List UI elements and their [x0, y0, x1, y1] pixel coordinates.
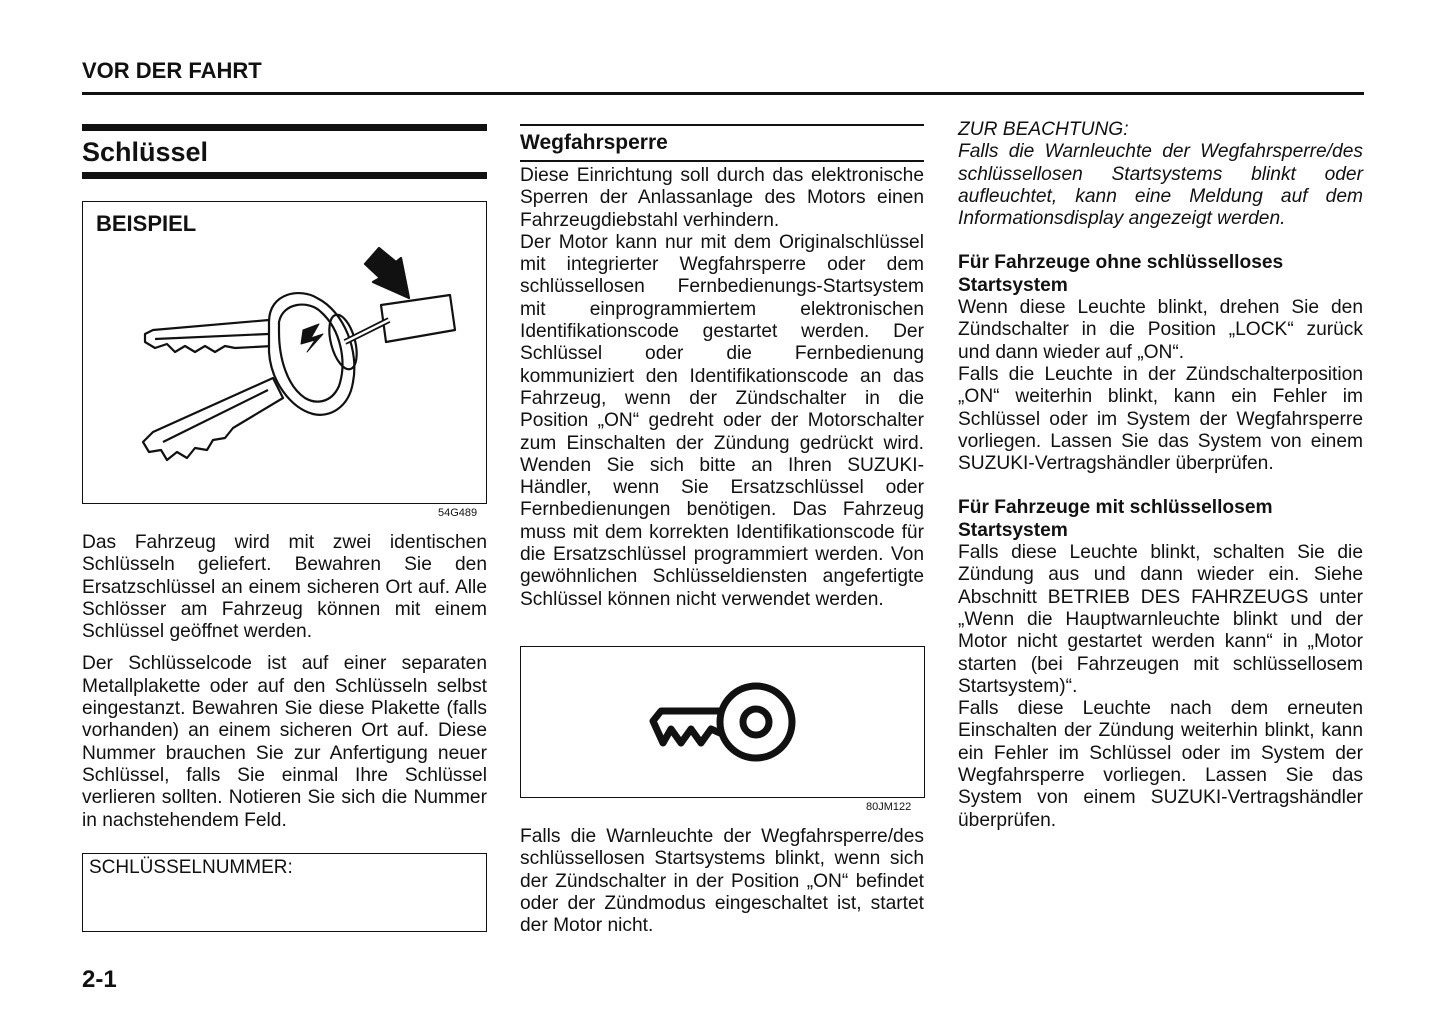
column-1-text: [82, 532, 487, 832]
header-rule: [82, 92, 1364, 95]
heading-rule-bottom: [520, 160, 924, 162]
arrow-icon: [365, 248, 409, 298]
title-bar-top: [82, 124, 487, 131]
keys-illustration: [83, 202, 486, 503]
page-title: Schlüssel: [82, 137, 209, 167]
immobilizer-heading: Wegfahrsperre: [520, 131, 668, 154]
lower-key-blade: [143, 378, 283, 460]
column-2-text-bottom: [520, 826, 924, 937]
key-tag: [381, 295, 455, 342]
col3-h2-paragraph-1: Falls diese Leuchte blinkt, schalten Sie die Zündung aus und dann wieder ein. Siehe Abschnitt BETRIEB DES FAHRZEUGS unter „Wenn die Hauptwarnleuchte blinkt und der Motor nicht gestartet werden kann“ in „Motor starten (bei Fahrzeugen mit schlüssellosem Startsystem)“.: [958, 542, 1363, 697]
subheading-with-keyless: Für Fahrzeuge mit schlüssellosem Startsystem: [958, 497, 1273, 541]
key-number-field[interactable]: [82, 853, 487, 932]
figure-code-1: 54G489: [438, 507, 478, 519]
col2-paragraph-3: Falls die Warnleuchte der Wegfahrsperre/des schlüssellosen Startsystems blinkt, wenn sich der Zündschalter in der Position „ON“ befindet oder der Zündmodus eingeschaltet ist, startet der Motor nicht.: [520, 826, 924, 937]
figure-label: BEISPIEL: [96, 211, 197, 236]
note-title: ZUR BEACHTUNG:: [958, 119, 1129, 140]
col2-paragraph-2: Der Motor kann nur mit dem Originalschlüssel mit integrierter Wegfahrsperre oder dem schlüssellosen Fernbedienungs-Startsystem mit einprogrammiertem elektronischen Identifikationscode gestartet werden. Der Schlüssel oder die Fernbedienung kommuniziert den Identifikationscode an das Fahrzeug, wenn der Zündschalter in die Position „ON“ gedreht oder der Motorschalter zum Einschalten der Zündung gedrückt wird. Wenden Sie sich bitte an Ihren SUZUKI-Händler, wenn Sie Ersatzschlüssel oder Fernbedienungen benötigen. Das Fahrzeug muss mit dem korrekten Identifikationscode für die Ersatzschlüssel programmiert werden. Von gewöhnlichen Schlüsseldiensten angefertigte Schlüssel können nicht verwendet werden.: [520, 231, 924, 610]
col2-paragraph-1: Diese Einrichtung soll durch das elektronische Sperren der Anlassanlage des Motors einen Fahrzeugdiebstahl verhindern.: [520, 165, 924, 231]
figure-code-2: 80JM122: [866, 801, 912, 813]
subheading-without-keyless: Für Fahrzeuge ohne schlüsselloses Startsystem: [958, 252, 1284, 296]
key-number-label: SCHLÜSSELNUMMER:: [89, 857, 293, 878]
page-number: 2-1: [82, 966, 117, 993]
col3-h1-paragraph-2: Falls die Leuchte in der Zündschalterposition „ON“ weiterhin blinkt, kann ein Fehler im Schlüssel oder im System der Wegfahrsperre vorliegen. Lassen Sie das System von einem SUZUKI-Vertragshändler überprüfen.: [958, 363, 1363, 475]
title-bar-bottom: [82, 172, 487, 179]
keys-figure: [82, 201, 487, 504]
col3-h1-paragraph-1: Wenn diese Leuchte blinkt, drehen Sie den Zündschalter in die Position „LOCK“ zurück und dann wieder auf „ON“.: [958, 297, 1363, 363]
column-3-text: [958, 119, 1363, 832]
section-heading: VOR DER FAHRT: [82, 58, 262, 83]
key-warning-figure: [520, 646, 925, 798]
note-text: Falls die Warnleuchte der Wegfahrsperre/des schlüssellosen Startsystems blinkt oder aufleuchtet, kann eine Meldung auf dem Informationsdisplay angezeigt werden.: [958, 141, 1363, 230]
col1-paragraph-2: Der Schlüsselcode ist auf einer separaten Metallplakette oder auf den Schlüsseln selbst eingestanzt. Bewahren Sie diese Plakette (falls vorhanden) an einem sicheren Ort auf. Diese Nummer brauchen Sie zur Anfertigung neuer Schlüssel, falls Sie einmal Ihre Schlüssel verlieren sollten. Notieren Sie sich die Nummer in nachstehendem Feld.: [82, 653, 487, 831]
immobilizer-heading-block: [520, 124, 924, 162]
title-block: [82, 124, 487, 179]
col1-paragraph-1: Das Fahrzeug wird mit zwei identischen Schlüsseln geliefert. Bewahren Sie den Ersatzschlüssel an einem sicheren Ort auf. Alle Schlösser am Fahrzeug können mit einem Schlüssel geöffnet werden.: [82, 532, 487, 643]
key-warning-icon: [521, 647, 924, 797]
col3-h2-paragraph-2: Falls diese Leuchte nach dem erneuten Einschalten der Zündung weiterhin blinkt, kann ein Fehler im Schlüssel oder im System der Wegfahrsperre vorliegen. Lassen Sie das System von einem SUZUKI-Vertragshändler überprüfen.: [958, 698, 1363, 831]
column-2-text: [520, 165, 924, 611]
